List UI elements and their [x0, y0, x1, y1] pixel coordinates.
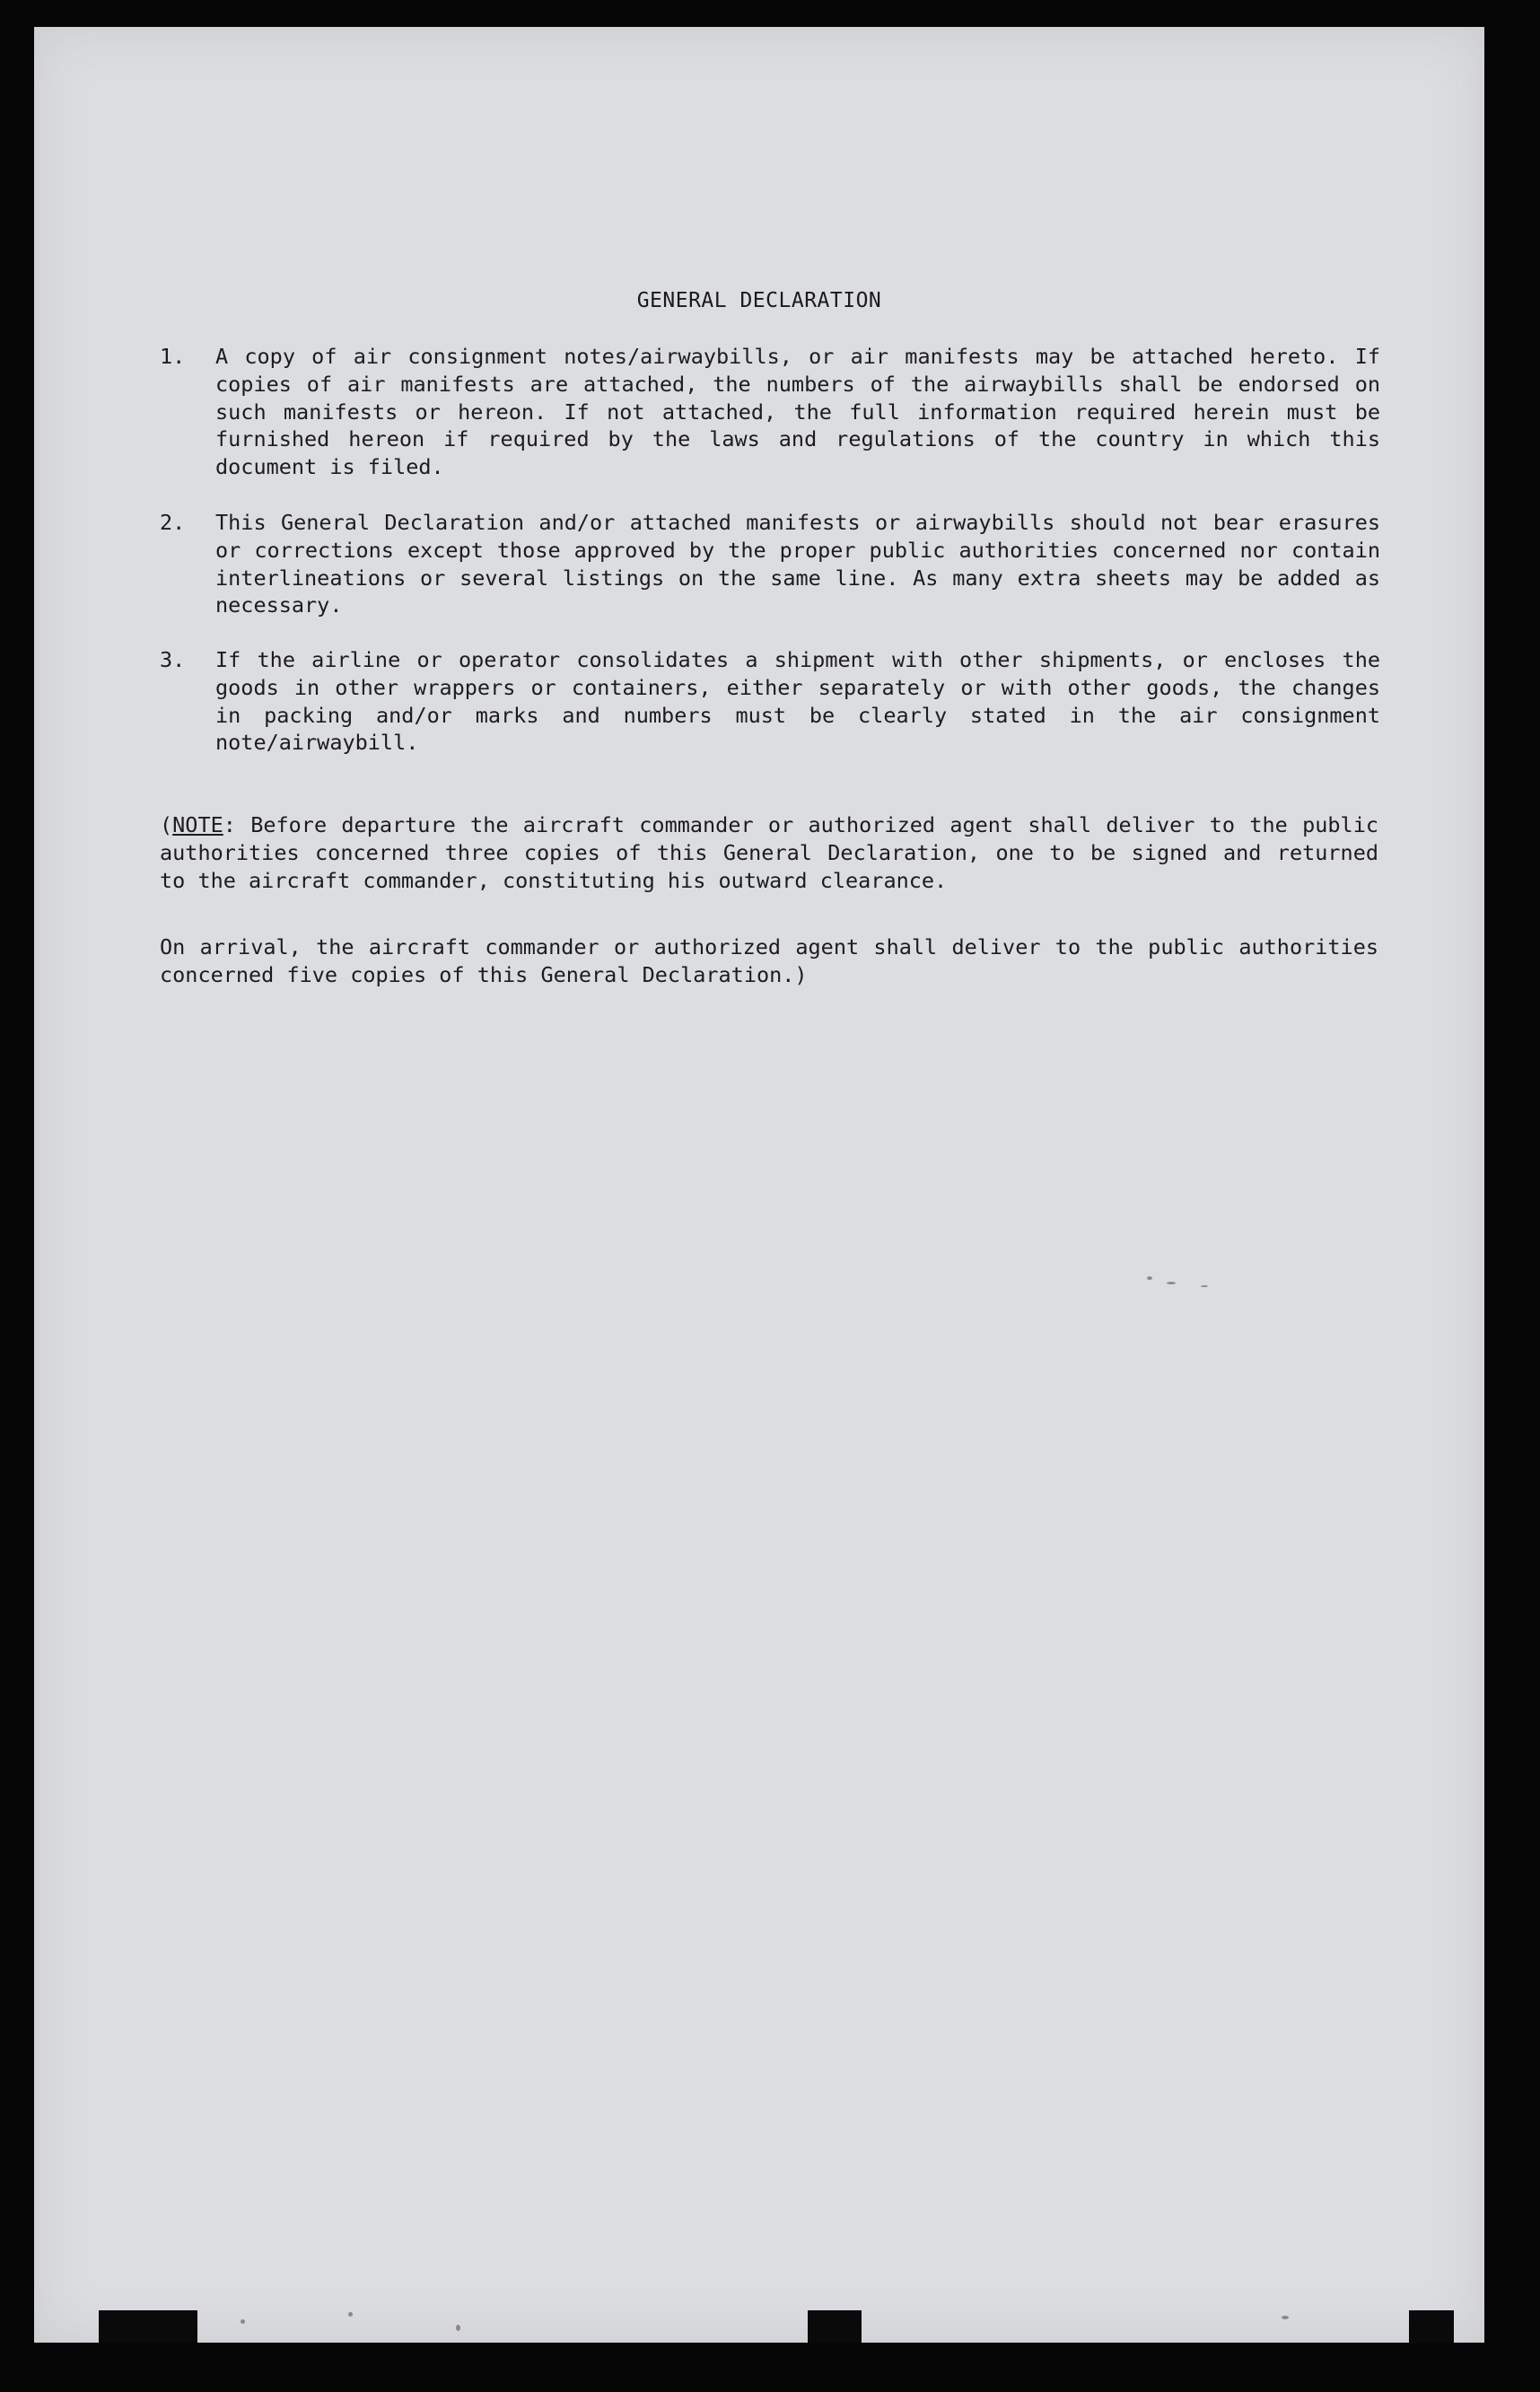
scan-speck	[1201, 1285, 1208, 1287]
item-number: 2.	[160, 510, 186, 535]
scan-speck	[241, 2319, 245, 2324]
note-open-paren: (	[160, 812, 173, 837]
item-text: A copy of air consignment notes/airwaybills, or air manifests may be attached hereto. If copies of air manifests are attached, the numbers of the airwaybills shall be endorsed on such manifests or hereon. If not attached, the full information required herein must be furnished hereon if required by the laws and regulations of the country in which this document is filed.	[215, 344, 1380, 480]
departure-note	[160, 811, 1378, 894]
note-departure-text: Before departure the aircraft commander or authorized agent shall deliver to the public authorities concerned three copies of this General Declaration, one to be signed and returned to the aircraft commander, constituting his outward clearance.	[160, 812, 1378, 893]
scan-mount-tab	[99, 2310, 197, 2343]
arrival-note: On arrival, the aircraft commander or authorized agent shall deliver to the public authorities concerned five copies of this General Declaration.)	[160, 934, 1378, 987]
item-text: If the airline or operator consolidates a shipment with other shipments, or encloses the goods in other wrappers or containers, either separately or with other goods, the changes in packing and/or marks and numbers must be clearly stated in the air consignment note/airwaybill.	[215, 647, 1380, 756]
scan-mount-tab	[1409, 2310, 1454, 2343]
note-colon: :	[223, 812, 236, 837]
scan-speck	[1167, 1282, 1176, 1284]
item-text: This General Declaration and/or attached manifests or airwaybills should not bear erasures or corrections except those approved by the proper public authorities concerned nor contain interlineations or several listings on the same line. As many extra sheets may be added as necessary.	[215, 510, 1380, 618]
document-page	[34, 27, 1484, 2343]
item-number: 1.	[160, 344, 186, 369]
declaration-item-3	[160, 646, 1380, 757]
scan-speck	[1147, 1276, 1152, 1280]
note-label: NOTE	[172, 812, 223, 837]
scan-mount-tab	[808, 2310, 862, 2343]
scan-speck	[1282, 2316, 1289, 2319]
item-number: 3.	[160, 647, 186, 672]
declaration-item-2	[160, 509, 1380, 619]
declaration-item-1	[160, 343, 1380, 481]
document-title: GENERAL DECLARATION	[636, 289, 882, 312]
scan-speck	[456, 2325, 460, 2331]
scan-speck	[348, 2312, 353, 2317]
